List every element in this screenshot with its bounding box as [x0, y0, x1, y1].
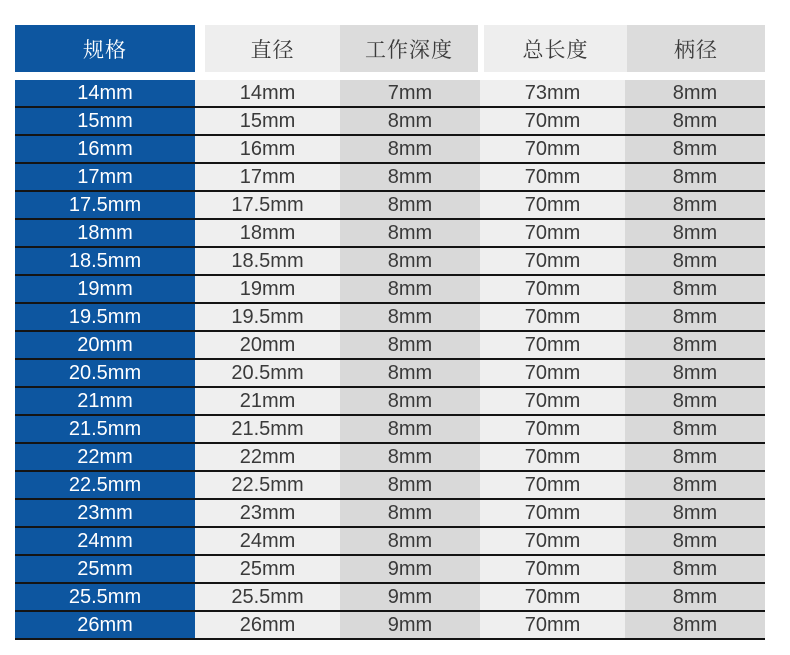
diameter-cell: 21mm — [195, 388, 340, 414]
diameter-cell: 18.5mm — [195, 248, 340, 274]
spec-cell: 17mm — [15, 164, 195, 190]
depth-cell: 8mm — [340, 444, 480, 470]
diameter-cell: 16mm — [195, 136, 340, 162]
spec-cell: 19.5mm — [15, 304, 195, 330]
spec-cell: 25.5mm — [15, 584, 195, 610]
shank-cell: 8mm — [625, 332, 765, 358]
table-row — [15, 192, 765, 220]
spec-cell: 14mm — [15, 80, 195, 106]
table-row — [15, 136, 765, 164]
diameter-cell: 19mm — [195, 276, 340, 302]
depth-cell: 7mm — [340, 80, 480, 106]
shank-cell: 8mm — [625, 388, 765, 414]
table-header-row — [15, 25, 765, 72]
spec-cell: 15mm — [15, 108, 195, 134]
spec-table — [15, 25, 765, 640]
diameter-cell: 24mm — [195, 528, 340, 554]
depth-cell: 8mm — [340, 332, 480, 358]
depth-cell: 8mm — [340, 108, 480, 134]
length-cell: 70mm — [480, 108, 625, 134]
table-row — [15, 444, 765, 472]
length-cell: 70mm — [480, 248, 625, 274]
diameter-cell: 25mm — [195, 556, 340, 582]
length-cell: 70mm — [480, 416, 625, 442]
header-cell-spec: 规格 — [15, 25, 195, 72]
length-cell: 70mm — [480, 332, 625, 358]
table-row — [15, 472, 765, 500]
depth-cell: 8mm — [340, 192, 480, 218]
diameter-cell: 17.5mm — [195, 192, 340, 218]
depth-cell: 8mm — [340, 472, 480, 498]
length-cell: 70mm — [480, 388, 625, 414]
table-row — [15, 528, 765, 556]
shank-cell: 8mm — [625, 220, 765, 246]
diameter-cell: 19.5mm — [195, 304, 340, 330]
length-cell: 70mm — [480, 500, 625, 526]
spec-cell: 18mm — [15, 220, 195, 246]
spec-cell: 20.5mm — [15, 360, 195, 386]
length-cell: 70mm — [480, 360, 625, 386]
length-cell: 70mm — [480, 612, 625, 638]
diameter-cell: 20.5mm — [195, 360, 340, 386]
spec-cell: 24mm — [15, 528, 195, 554]
table-row — [15, 360, 765, 388]
shank-cell: 8mm — [625, 276, 765, 302]
table-row — [15, 80, 765, 108]
length-cell: 70mm — [480, 556, 625, 582]
depth-cell: 8mm — [340, 360, 480, 386]
spec-cell: 21.5mm — [15, 416, 195, 442]
length-cell: 70mm — [480, 584, 625, 610]
depth-cell: 8mm — [340, 500, 480, 526]
table-row — [15, 164, 765, 192]
diameter-cell: 23mm — [195, 500, 340, 526]
length-cell: 73mm — [480, 80, 625, 106]
spec-cell: 18.5mm — [15, 248, 195, 274]
shank-cell: 8mm — [625, 472, 765, 498]
depth-cell: 8mm — [340, 276, 480, 302]
shank-cell: 8mm — [625, 360, 765, 386]
shank-cell: 8mm — [625, 444, 765, 470]
header-gap — [195, 25, 205, 72]
length-cell: 70mm — [480, 304, 625, 330]
shank-cell: 8mm — [625, 500, 765, 526]
table-row — [15, 276, 765, 304]
length-cell: 70mm — [480, 528, 625, 554]
shank-cell: 8mm — [625, 584, 765, 610]
length-cell: 70mm — [480, 164, 625, 190]
depth-cell: 9mm — [340, 584, 480, 610]
shank-cell: 8mm — [625, 416, 765, 442]
shank-cell: 8mm — [625, 192, 765, 218]
spec-cell: 21mm — [15, 388, 195, 414]
depth-cell: 8mm — [340, 248, 480, 274]
table-row — [15, 220, 765, 248]
header-cell-diameter: 直径 — [205, 25, 340, 72]
shank-cell: 8mm — [625, 136, 765, 162]
diameter-cell: 20mm — [195, 332, 340, 358]
depth-cell: 8mm — [340, 416, 480, 442]
table-row — [15, 332, 765, 360]
depth-cell: 8mm — [340, 304, 480, 330]
spec-cell: 25mm — [15, 556, 195, 582]
shank-cell: 8mm — [625, 80, 765, 106]
depth-cell: 8mm — [340, 164, 480, 190]
header-cell-depth: 工作深度 — [340, 25, 478, 72]
spec-cell: 20mm — [15, 332, 195, 358]
diameter-cell: 17mm — [195, 164, 340, 190]
diameter-cell: 22.5mm — [195, 472, 340, 498]
shank-cell: 8mm — [625, 108, 765, 134]
spec-cell: 19mm — [15, 276, 195, 302]
length-cell: 70mm — [480, 192, 625, 218]
depth-cell: 8mm — [340, 528, 480, 554]
table-row — [15, 584, 765, 612]
diameter-cell: 22mm — [195, 444, 340, 470]
length-cell: 70mm — [480, 276, 625, 302]
diameter-cell: 25.5mm — [195, 584, 340, 610]
table-row — [15, 416, 765, 444]
shank-cell: 8mm — [625, 164, 765, 190]
spec-cell: 26mm — [15, 612, 195, 638]
depth-cell: 8mm — [340, 220, 480, 246]
header-cell-shank: 柄径 — [627, 25, 765, 72]
length-cell: 70mm — [480, 444, 625, 470]
header-cell-length: 总长度 — [484, 25, 627, 72]
shank-cell: 8mm — [625, 556, 765, 582]
table-row — [15, 388, 765, 416]
table-row — [15, 248, 765, 276]
shank-cell: 8mm — [625, 304, 765, 330]
diameter-cell: 26mm — [195, 612, 340, 638]
length-cell: 70mm — [480, 472, 625, 498]
diameter-cell: 21.5mm — [195, 416, 340, 442]
spec-cell: 17.5mm — [15, 192, 195, 218]
length-cell: 70mm — [480, 220, 625, 246]
table-body — [15, 80, 765, 640]
table-row — [15, 612, 765, 640]
spec-cell: 23mm — [15, 500, 195, 526]
table-row — [15, 304, 765, 332]
shank-cell: 8mm — [625, 248, 765, 274]
diameter-cell: 18mm — [195, 220, 340, 246]
spec-cell: 22.5mm — [15, 472, 195, 498]
depth-cell: 9mm — [340, 556, 480, 582]
table-row — [15, 556, 765, 584]
table-row — [15, 108, 765, 136]
table-row — [15, 500, 765, 528]
shank-cell: 8mm — [625, 612, 765, 638]
spec-cell: 16mm — [15, 136, 195, 162]
spec-cell: 22mm — [15, 444, 195, 470]
length-cell: 70mm — [480, 136, 625, 162]
diameter-cell: 14mm — [195, 80, 340, 106]
depth-cell: 8mm — [340, 388, 480, 414]
depth-cell: 9mm — [340, 612, 480, 638]
depth-cell: 8mm — [340, 136, 480, 162]
diameter-cell: 15mm — [195, 108, 340, 134]
shank-cell: 8mm — [625, 528, 765, 554]
